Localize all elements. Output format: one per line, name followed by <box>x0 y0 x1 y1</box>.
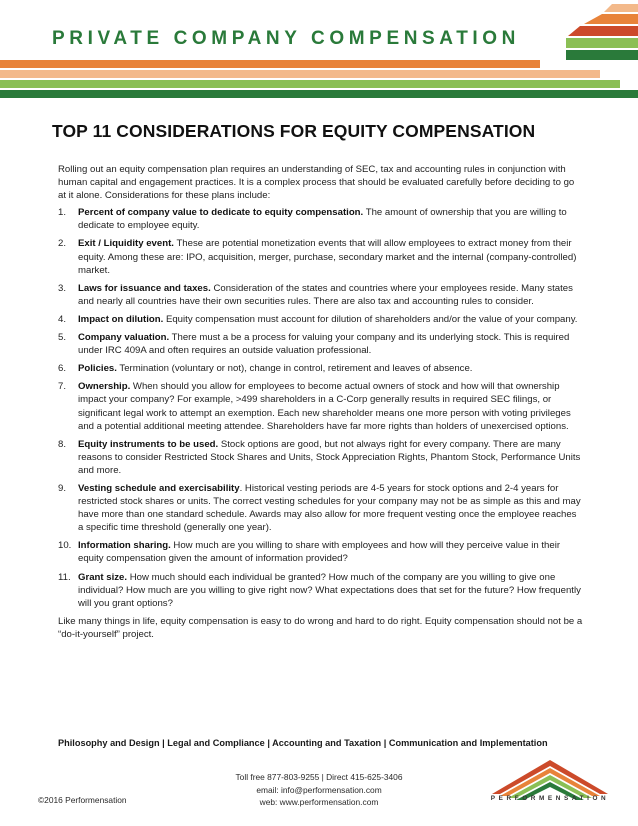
closing-paragraph: Like many things in life, equity compensation is easy to do wrong and hard to do right. Equity compensation should not be a “do-it-yourself” project. <box>58 615 583 640</box>
list-item-number: 11. <box>58 571 71 583</box>
list-item <box>58 362 584 375</box>
contact-email: email: info@performensation.com <box>256 784 382 795</box>
list-item-title: Vesting schedule and exercisability <box>78 482 240 494</box>
list-item-title: Exit / Liquidity event. <box>78 238 174 250</box>
stripe-green <box>0 90 638 98</box>
list-item <box>58 206 584 232</box>
list-item <box>58 539 584 565</box>
list-item-number: 8. <box>58 438 67 450</box>
header-stripes <box>0 58 638 106</box>
page-title: TOP 11 CONSIDERATIONS FOR EQUITY COMPENSATION <box>52 121 536 141</box>
list-item-number: 4. <box>58 313 67 325</box>
contact-web: web: www.performensation.com <box>259 797 379 807</box>
list-item <box>58 438 584 477</box>
list-item-text: There must a be a process for valuing your company and its underlying stock. This is required under IRC 409A and often requires an outside valuation professional. <box>78 332 570 357</box>
list-item-title: Impact on dilution. <box>78 313 164 325</box>
copyright: ©2016 Performensation <box>38 795 127 805</box>
list-item-text: How much are you willing to share with employees and how will they perceive value in their equity compensation given the amount of information provided? <box>78 540 561 565</box>
list-item-text: How much should each individual be granted? How much of the company are you willing to give one individual? How much are you willing to give right now? What expectations does that set for the future? How frequently will you grant options? <box>78 571 581 609</box>
list-item <box>58 282 584 308</box>
list-item-title: Ownership. <box>78 381 131 393</box>
list-item <box>58 237 584 276</box>
list-item-number: 10. <box>58 540 72 552</box>
list-item-title: Information sharing. <box>78 540 171 552</box>
list-item-title: Percent of company value to dedicate to equity compensation. <box>78 207 364 219</box>
list-item-text: Stock options are good, but not always right for every company. There are many reasons to consider Restricted Stock Shares and Units, Stock Appreciation Rights, Phantom Stock, Performance Units and more. <box>78 438 581 476</box>
logo-wordmark: PERFORMENSATION <box>490 795 610 802</box>
list-item-text: These are potential monetization events that will allow employees to extract money from their equity. Among these are: IPO, acquisition, merger, purchase, secondary market and the internal (company-controlled) market. <box>78 238 577 276</box>
list-item-title: Equity instruments to be used. <box>78 438 219 450</box>
list-item-number: 3. <box>58 282 67 294</box>
list-item-text: The amount of ownership that you are willing to dedicate to employee equity. <box>78 207 567 232</box>
list-item-text: Consideration of the states and countries where your employees reside. Many states and nearly all countries have their own securities rules. There are also tax and accounting rules to consider. <box>78 282 573 307</box>
stripe-orange <box>0 60 540 68</box>
contact-phone: Toll free 877-803-9255 | Direct 415-625-3406 <box>235 772 403 782</box>
list-item-number: 6. <box>58 363 67 375</box>
list-item-title: Company valuation. <box>78 332 170 344</box>
list-item-title: Policies. <box>78 363 117 375</box>
contact-info <box>200 771 438 809</box>
document-body <box>58 163 584 645</box>
list-item-number: 7. <box>58 381 67 393</box>
header-title: PRIVATE COMPANY COMPENSATION <box>52 28 521 49</box>
list-item <box>58 482 584 534</box>
list-item <box>58 571 584 610</box>
stripe-light-green <box>0 80 620 88</box>
list-item-title: Laws for issuance and taxes. <box>78 282 211 294</box>
stripe-light-orange <box>0 70 600 78</box>
list-item-text: Equity compensation must account for dilution of shareholders and/or the value of your company. <box>163 313 578 325</box>
list-item <box>58 313 584 326</box>
services-tagline: Philosophy and Design | Legal and Compliance | Accounting and Taxation | Communication and Implementation <box>58 738 548 748</box>
list-item-number: 5. <box>58 332 67 344</box>
list-item-text: When should you allow for employees to become actual owners of stock and how will that ownership impact your company? For example, >499 shareholders in a C-Corp generally results in required SEC filings, or significant legal work to attempt an exemption. Each new shareholder means one more person with voting privileges and a potential additional meeting attendee. Shareholders have far more rights than holders of unexercised options. <box>78 381 571 432</box>
considerations-list <box>58 206 584 610</box>
list-item-title: Grant size. <box>78 571 128 583</box>
list-item <box>58 380 584 432</box>
list-item-number: 9. <box>58 482 67 494</box>
list-item-number: 1. <box>58 207 67 219</box>
intro-paragraph: Rolling out an equity compensation plan requires an understanding of SEC, tax and accounting rules in conjunction with human capital and engagement practices. It is a complex process that should be evaluated carefully before deciding to go at it alone. Considerations for these plans include: <box>58 164 575 202</box>
list-item-number: 2. <box>58 238 67 250</box>
list-item <box>58 331 584 357</box>
performensation-logo-icon <box>566 0 638 70</box>
list-item-text: . Historical vesting periods are 4-5 years for stock options and 2-4 years for restricted stock shares or units. The correct vesting schedules for your company may not be as simple as this and may have more than one standard schedule. Awards may also allow for more frequent vesting once the employee reaches a specific time threshold (generally one year). <box>78 482 581 534</box>
list-item-text: Termination (voluntary or not), change in control, retirement and leaves of absence. <box>116 363 473 375</box>
